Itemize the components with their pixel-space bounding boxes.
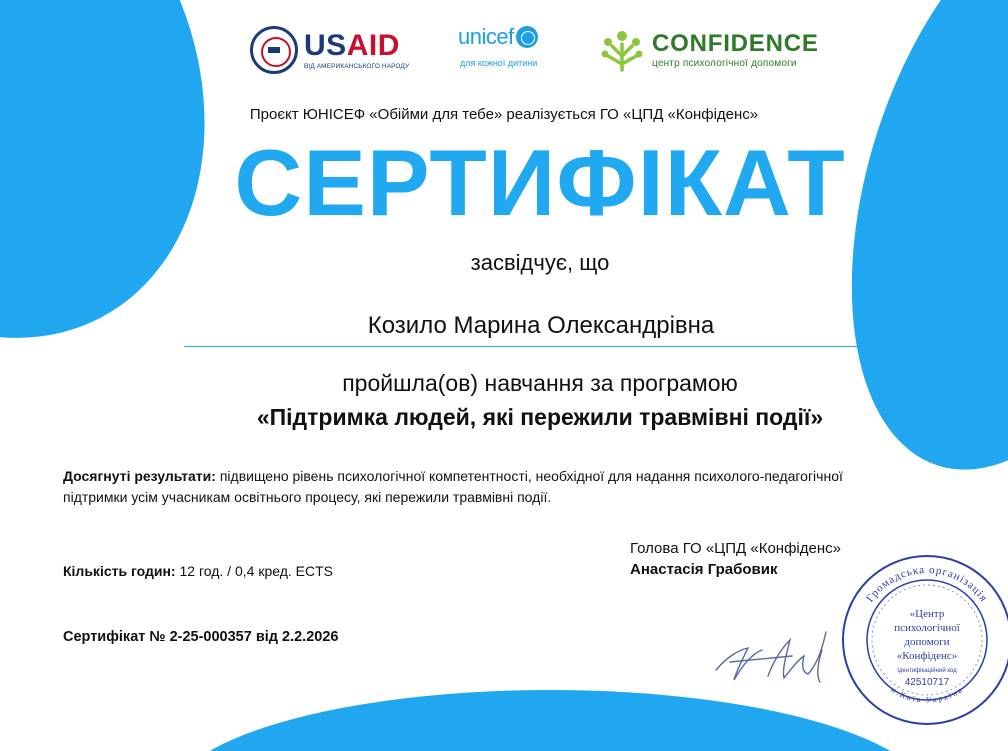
stamp-center-line-4: «Конфіденс» — [896, 650, 958, 662]
unicef-subtitle: для кожної дитини — [460, 58, 538, 68]
stamp-id-code: 42510717 — [904, 677, 950, 688]
certificate-number: Сертифікат № 2-25-000357 від 2.2.2026 — [63, 629, 339, 645]
stamp-id-label: Ідентифікаційний код — [897, 668, 957, 674]
usaid-logo — [250, 26, 409, 74]
program-title: «Підтримка людей, які пережили травмівні події» — [256, 404, 824, 430]
certifies-text: засвідчує, що — [470, 250, 610, 275]
unicef-logo — [458, 24, 538, 68]
certificate-title: СЕРТИФІКАТ — [234, 130, 846, 235]
completed-training-text: пройшла(ов) навчання за програмою — [342, 370, 738, 396]
stamp-bottom-text: м.Київ Україна — [888, 684, 966, 705]
signatory-name: Анастасія Грабовик — [630, 561, 778, 578]
achieved-results — [63, 466, 863, 508]
decorative-blob-bottom — [170, 690, 930, 751]
signatory-title: Голова ГО «ЦПД «Конфіденс» — [630, 540, 841, 557]
confidence-logo — [600, 28, 819, 72]
confidence-wordmark: CONFIDENCE — [652, 29, 819, 57]
stamp-center-line-1: «Центр — [909, 608, 945, 620]
hours-info — [63, 563, 333, 579]
hours-value: 12 год. / 0,4 кред. ECTS — [175, 563, 333, 579]
usaid-wordmark — [304, 28, 409, 62]
organization-stamp — [832, 545, 1008, 735]
confidence-tree-icon — [600, 28, 644, 72]
project-statement: Проєкт ЮНІСЕФ «Обійми для тебе» реалізується ГО «ЦПД «Конфіденс» — [249, 106, 759, 123]
recipient-name: Козило Марина Олександрівна — [184, 312, 898, 347]
stamp-ring-text: Громадська організація — [864, 563, 990, 605]
unicef-wordmark: unicef — [458, 24, 514, 49]
confidence-subtitle: центр психологічної допомоги — [652, 57, 797, 69]
stamp-center-line-2: психологічної — [894, 622, 960, 634]
usaid-seal-icon — [250, 26, 298, 74]
usaid-subtitle: ВІД АМЕРИКАНСЬКОГО НАРОДУ — [304, 62, 410, 70]
usaid-wordmark-aid: AID — [346, 28, 400, 62]
usaid-wordmark-us: US — [304, 28, 347, 62]
hours-label: Кількість годин: — [63, 563, 176, 579]
achieved-results-label: Досягнуті результати: — [63, 468, 216, 484]
stamp-center-line-3: допомоги — [904, 636, 950, 648]
unicef-globe-icon — [516, 26, 538, 48]
handwritten-signature — [712, 620, 842, 690]
logos-row — [0, 24, 1008, 84]
achieved-results-text: підвищено рівень психологічної компетентності, необхідної для надання психолого-педагогічної підтримки усім учасникам освітнього процесу, які пережили травмівні події. — [63, 468, 843, 505]
